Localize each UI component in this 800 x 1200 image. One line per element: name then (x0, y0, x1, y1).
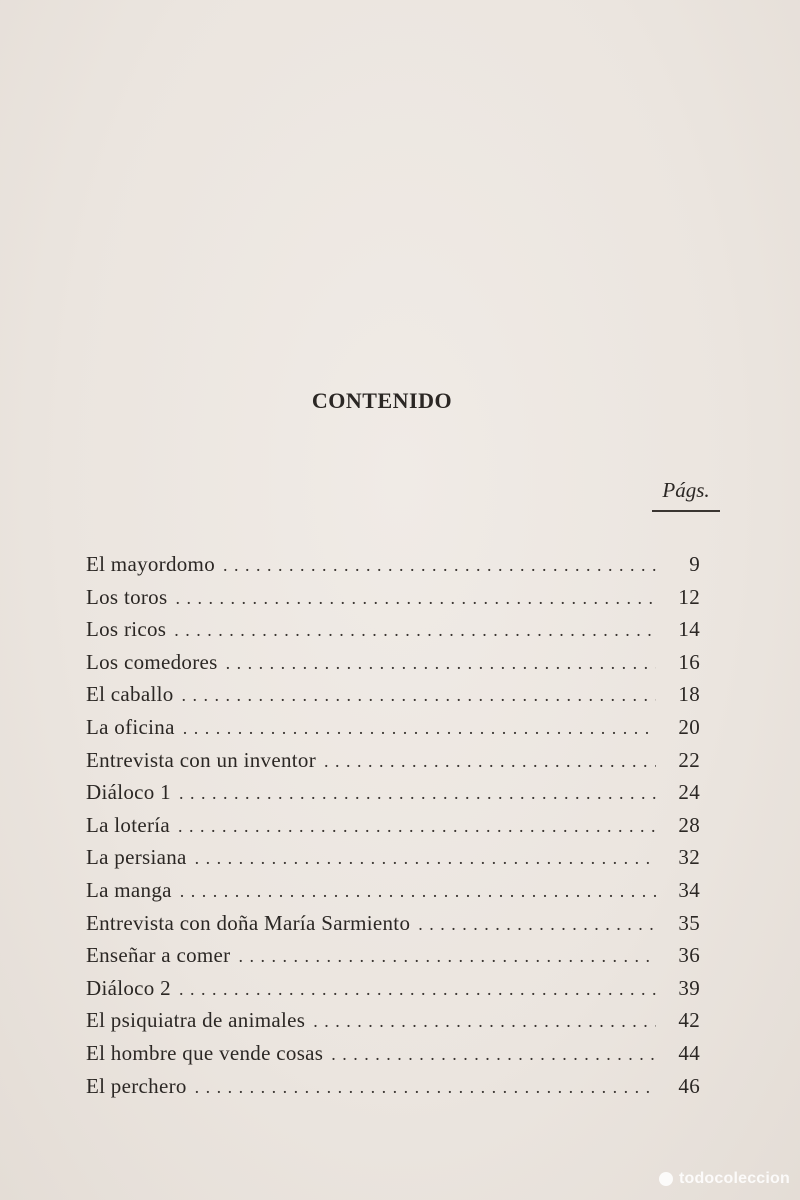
toc-entry-title: El perchero (86, 1073, 187, 1098)
toc-entry (86, 976, 700, 1009)
toc-entry (86, 943, 700, 976)
toc-entry (86, 748, 700, 781)
page-title: CONTENIDO (311, 388, 453, 413)
toc-entry-title: La manga (86, 877, 172, 902)
watermark-logo-icon (659, 1172, 673, 1186)
toc-entry (86, 1041, 700, 1074)
toc-leader-dots (313, 1011, 656, 1032)
toc-leader-dots (179, 979, 656, 1000)
watermark-text: todocoleccion (678, 1170, 790, 1187)
toc-leader-dots (223, 555, 656, 576)
toc-entry-page: 14 (678, 617, 700, 642)
toc-entry-page: 28 (678, 812, 700, 837)
toc-leader-dots (195, 1077, 656, 1098)
toc-leader-dots (174, 620, 656, 641)
toc-entry-page: 36 (678, 943, 700, 968)
toc-leader-dots (195, 848, 656, 869)
toc-entry (86, 780, 700, 813)
toc-entry-page: 9 (689, 552, 700, 576)
toc-entry-title: El caballo (86, 682, 174, 707)
toc-entry-title: Diáloco 2 (86, 975, 171, 1000)
toc-leader-dots (331, 1044, 656, 1065)
toc-entry-page: 18 (678, 682, 700, 707)
toc-leader-dots (238, 946, 656, 967)
toc-entry (86, 878, 700, 911)
toc-entry-title: La lotería (86, 812, 171, 837)
toc-entry (86, 1074, 700, 1107)
toc-entry-page: 32 (678, 845, 700, 870)
toc-entry-page: 46 (678, 1073, 700, 1098)
pages-column-label: Págs. (662, 478, 710, 502)
toc-entry-title: El mayordomo (86, 552, 215, 576)
toc-entry (86, 845, 700, 878)
toc-entry (86, 552, 700, 585)
toc-entry-title: Los toros (86, 584, 168, 609)
toc-entry-title: Entrevista con doña María Sarmiento (86, 910, 411, 935)
toc-entry-page: 39 (678, 975, 700, 1000)
toc-entry (86, 585, 700, 618)
toc-entry-page: 35 (678, 910, 700, 935)
watermark (659, 1170, 790, 1188)
toc-leader-dots (226, 653, 656, 674)
toc-entry-page: 44 (678, 1040, 700, 1065)
toc-entry (86, 617, 700, 650)
toc-leader-dots (182, 685, 656, 706)
toc-entry-title: La oficina (86, 714, 175, 739)
toc-entry-page: 24 (678, 780, 700, 805)
toc-leader-dots (175, 588, 656, 609)
toc-leader-dots (179, 783, 656, 804)
toc-entry (86, 650, 700, 683)
toc-leader-dots (418, 914, 656, 935)
toc-entry-page: 34 (678, 877, 700, 902)
toc-leader-dots (324, 751, 656, 772)
toc-entry-title: El psiquiatra de animales (86, 1008, 306, 1033)
toc-entry (86, 1008, 700, 1041)
toc-entry (86, 911, 700, 944)
toc-leader-dots (183, 718, 656, 739)
toc-leader-dots (180, 881, 656, 902)
toc-entry-page: 12 (678, 584, 700, 609)
toc-leader-dots (178, 816, 656, 837)
pages-label-underline (652, 510, 720, 512)
toc-entry-title: Diáloco 1 (86, 780, 171, 805)
toc-entry-title: El hombre que vende cosas (86, 1040, 324, 1065)
toc-entry-page: 16 (678, 649, 700, 674)
toc-entry-title: Los ricos (86, 617, 167, 642)
toc-entry-page: 42 (678, 1008, 700, 1033)
toc-entry-title: La persiana (86, 845, 187, 870)
toc-entry (86, 682, 700, 715)
table-of-contents (86, 552, 700, 1106)
toc-entry (86, 813, 700, 846)
toc-entry-title: Los comedores (86, 649, 218, 674)
toc-entry-title: Enseñar a comer (86, 943, 231, 968)
toc-entry-title: Entrevista con un inventor (86, 747, 316, 772)
toc-entry (86, 715, 700, 748)
toc-entry-page: 20 (678, 714, 700, 739)
toc-entry-page: 22 (678, 747, 700, 772)
